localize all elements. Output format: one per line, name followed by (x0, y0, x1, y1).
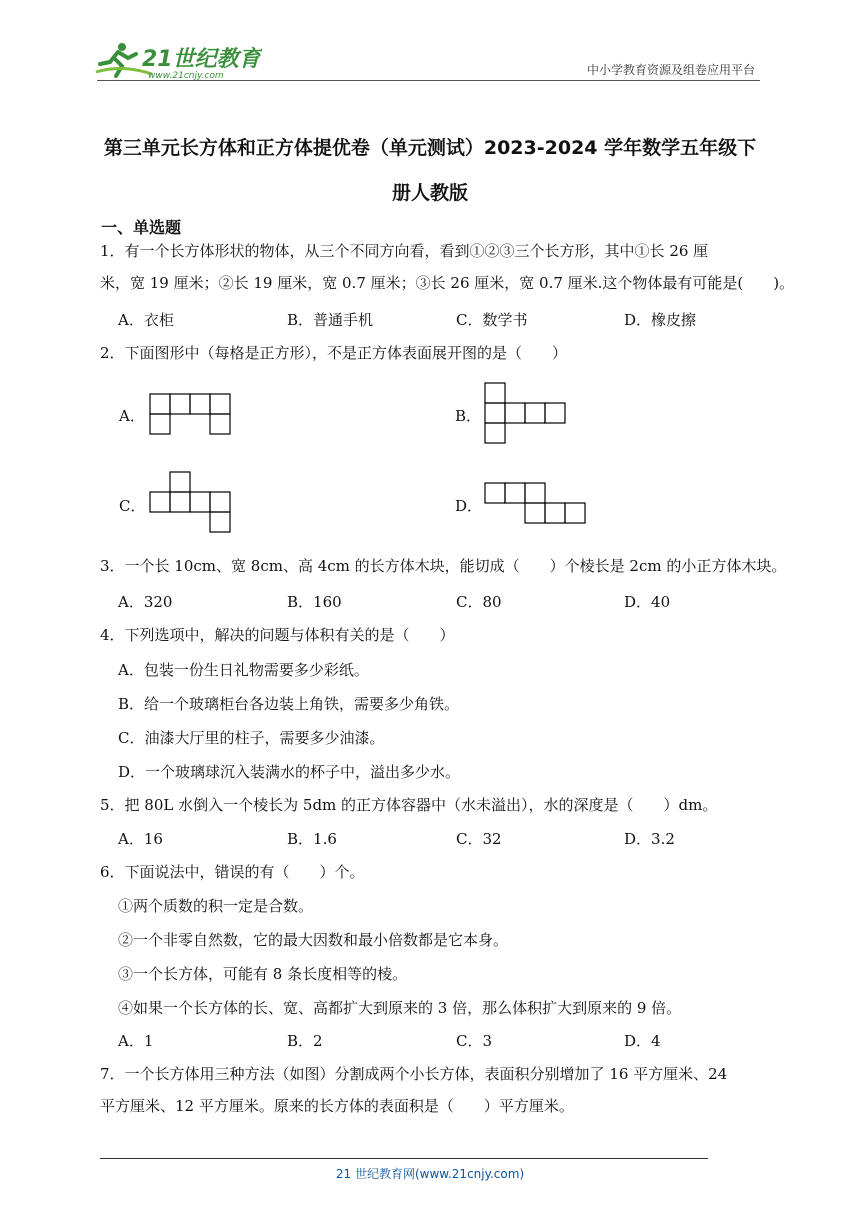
footer-link[interactable]: 21 世纪教育网(www.21cnjy.com) (335, 1167, 525, 1181)
q6-option-a[interactable]: A．1 (118, 1032, 154, 1050)
question-5: 5．把 80L 水倒入一个棱长为 5dm 的正方体容器中（水未溢出），水的深度是（ ）dm。 (100, 796, 718, 814)
q3-option-b[interactable]: B．160 (287, 593, 342, 611)
question-1-line2: 米，宽 19 厘米；②长 19 厘米，宽 0.7 厘米；③长 26 厘米，宽 0.7 厘米.这个物体最有可能是( )。 (100, 274, 795, 292)
net-figure-b (484, 382, 570, 444)
logo-url: www.21cnjy.com (148, 71, 224, 81)
platform-name: 中小学教育资源及组卷应用平台 (586, 63, 755, 77)
footer-divider (100, 1158, 708, 1159)
q1-option-a[interactable]: A．衣柜 (118, 311, 174, 329)
q5-option-d[interactable]: D．3.2 (624, 830, 675, 848)
q2-option-c[interactable]: C． (119, 497, 146, 515)
net-figure-a (149, 393, 235, 435)
q2-option-d[interactable]: D． (455, 497, 483, 515)
q3-option-a[interactable]: A．320 (118, 593, 173, 611)
q6-option-d[interactable]: D．4 (624, 1032, 661, 1050)
q4-option-a[interactable]: A．包装一份生日礼物需要多少彩纸。 (118, 661, 369, 679)
page-title-line1: 第三单元长方体和正方体提优卷（单元测试）2023-2024 学年数学五年级下 (103, 137, 757, 159)
q3-option-d[interactable]: D．40 (624, 593, 671, 611)
page-title-line2: 册人教版 (391, 182, 468, 204)
q4-option-b[interactable]: B．给一个玻璃柜台各边装上角铁，需要多少角铁。 (118, 695, 460, 713)
q4-option-d[interactable]: D．一个玻璃球沉入装满水的杯子中，溢出多少水。 (118, 763, 461, 781)
question-3: 3．一个长 10cm、宽 8cm、高 4cm 的长方体木块，能切成（ ）个棱长是 2cm 的小正方体木块。 (100, 557, 787, 575)
q6-statement-3: ③一个长方体，可能有 8 条长度相等的棱。 (118, 965, 408, 983)
q6-statement-4: ④如果一个长方体的长、宽、高都扩大到原来的 3 倍，那么体积扩大到原来的 9 倍。 (118, 999, 682, 1017)
net-figure-d (484, 482, 590, 526)
question-7-line1: 7．一个长方体用三种方法（如图）分割成两个小长方体，表面积分别增加了 16 平方厘米、24 (100, 1065, 728, 1083)
q1-option-b[interactable]: B．普通手机 (287, 311, 374, 329)
question-1-line1: 1．有一个长方体形状的物体，从三个不同方向看，看到①②③三个长方形，其中①长 26 厘 (100, 242, 709, 260)
q3-option-c[interactable]: C．80 (456, 593, 502, 611)
q5-option-c[interactable]: C．32 (456, 830, 502, 848)
q5-option-a[interactable]: A．16 (118, 830, 163, 848)
q2-option-b[interactable]: B． (455, 407, 482, 425)
q1-option-c[interactable]: C．数学书 (456, 311, 528, 329)
question-7-line2: 平方厘米、12 平方厘米。原来的长方体的表面积是（ ）平方厘米。 (100, 1097, 574, 1115)
net-figure-c (149, 471, 235, 535)
q4-option-c[interactable]: C．油漆大厅里的柱子，需要多少油漆。 (118, 729, 385, 747)
q1-option-d[interactable]: D．橡皮擦 (624, 311, 697, 329)
header-divider (97, 80, 760, 81)
q6-option-b[interactable]: B．2 (287, 1032, 323, 1050)
question-2: 2．下面图形中（每格是正方形），不是正方体表面展开图的是（ ） (100, 344, 568, 362)
site-logo (92, 38, 262, 82)
question-4: 4．下列选项中，解决的问题与体积有关的是（ ） (100, 626, 455, 644)
q6-statement-2: ②一个非零自然数，它的最大因数和最小倍数都是它本身。 (118, 931, 509, 949)
section-heading: 一、单选题 (101, 218, 182, 237)
q5-option-b[interactable]: B．1.6 (287, 830, 337, 848)
q6-statement-1: ①两个质数的积一定是合数。 (118, 897, 314, 915)
q2-option-a[interactable]: A． (119, 407, 145, 425)
logo-text: 21世纪教育 (142, 47, 261, 72)
question-6: 6．下面说法中，错误的有（ ）个。 (100, 863, 365, 881)
q6-option-c[interactable]: C．3 (456, 1032, 493, 1050)
